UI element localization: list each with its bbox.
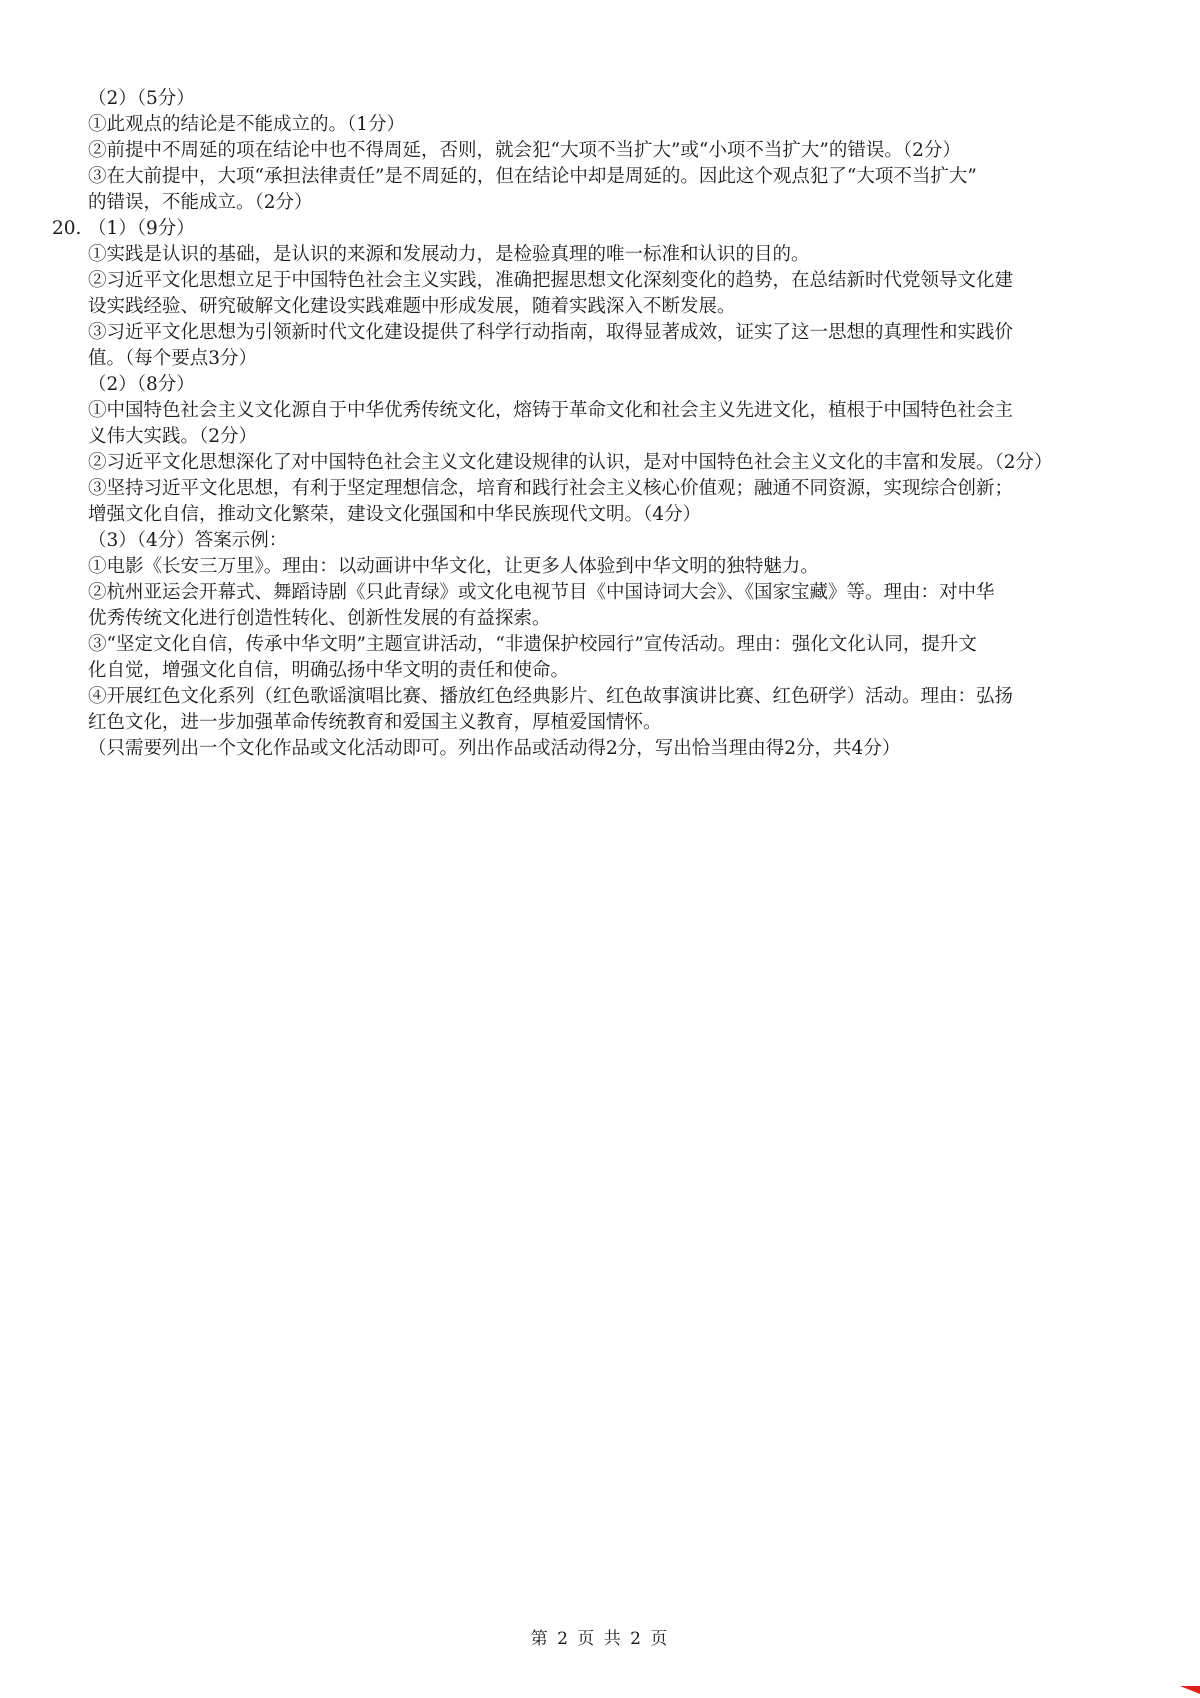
q20-part1-heading bbox=[52, 216, 1152, 242]
q19-part2-point-3: ③在大前提中，大项“承担法律责任”是不周延的，但在结论中却是周延的。因此这个观点犯了“大项不当扩大” bbox=[88, 166, 977, 187]
corner-mark-icon bbox=[1180, 1686, 1200, 1694]
question-number: 20. bbox=[52, 218, 82, 239]
q20-part3-example-4-cont: 红色文化，进一步加强革命传统教育和爱国主义教育，厚植爱国情怀。 bbox=[88, 712, 662, 733]
q20-part1-point-2-cont: 设实践经验、研究破解文化建设实践难题中形成发展，随着实践深入不断发展。 bbox=[88, 296, 736, 317]
q19-part2-point-2: ②前提中不周延的项在结论中也不得周延，否则，就会犯“大项不当扩大”或“小项不当扩大”的错误。（2分） bbox=[88, 140, 961, 161]
q20-part2-point-2: ②习近平文化思想深化了对中国特色社会主义文化建设规律的认识，是对中国特色社会主义文化的丰富和发展。（2分） bbox=[88, 452, 1053, 473]
page-number-footer: 第 2 页 共 2 页 bbox=[530, 1629, 670, 1649]
q20-part3-example-3: ③“坚定文化自信，传承中华文明”主题宣讲活动，“非遗保护校园行”宣传活动。理由：强化文化认同，提升文 bbox=[88, 634, 977, 655]
q20-part3-example-2-cont: 优秀传统文化进行创造性转化、创新性发展的有益探索。 bbox=[88, 608, 551, 629]
q19-part2-point-3-cont: 的错误，不能成立。（2分） bbox=[88, 192, 313, 213]
q20-part3-heading: （3）（4分）答案示例： bbox=[88, 530, 288, 551]
q20-part3-example-3-cont: 化自觉，增强文化自信，明确弘扬中华文明的责任和使命。 bbox=[88, 660, 570, 681]
q20-part1-point-2: ②习近平文化思想立足于中国特色社会主义实践，准确把握思想文化深刻变化的趋势，在总结新时代党领导文化建 bbox=[88, 270, 1014, 291]
q20-part1-heading-text: （1）（9分） bbox=[88, 218, 195, 239]
q19-part2-heading: （2）（5分） bbox=[88, 88, 195, 109]
q20-part3-scoring-note: （只需要列出一个文化作品或文化活动即可。列出作品或活动得2分，写出恰当理由得2分，共4分） bbox=[88, 738, 901, 759]
q20-part3-example-2: ②杭州亚运会开幕式、舞蹈诗剧《只此青绿》或文化电视节目《中国诗词大会》、《国家宝藏》等。理由：对中华 bbox=[88, 582, 995, 603]
q20-part2-point-3: ③坚持习近平文化思想，有利于坚定理想信念，培育和践行社会主义核心价值观；融通不同资源，实现综合创新； bbox=[88, 478, 1014, 499]
answer-content bbox=[52, 86, 1152, 762]
q20-part2-point-1: ①中国特色社会主义文化源自于中华优秀传统文化，熔铸于革命文化和社会主义先进文化，植根于中国特色社会主 bbox=[88, 400, 1014, 421]
q20-part2-point-1-cont: 义伟大实践。（2分） bbox=[88, 426, 258, 447]
q20-part2-heading: （2）（8分） bbox=[88, 374, 195, 395]
q20-part1-point-3: ③习近平文化思想为引领新时代文化建设提供了科学行动指南，取得显著成效，证实了这一思想的真理性和实践价 bbox=[88, 322, 1014, 343]
q19-part2-point-1: ①此观点的结论是不能成立的。（1分） bbox=[88, 114, 406, 135]
q20-part1-point-3-cont: 值。（每个要点3分） bbox=[88, 348, 258, 369]
q20-part1-point-1: ①实践是认识的基础，是认识的来源和发展动力，是检验真理的唯一标准和认识的目的。 bbox=[88, 244, 810, 265]
q20-part2-point-3-cont: 增强文化自信，推动文化繁荣，建设文化强国和中华民族现代文明。（4分） bbox=[88, 504, 702, 525]
q20-part3-example-4: ④开展红色文化系列（红色歌谣演唱比赛、播放红色经典影片、红色故事演讲比赛、红色研学）活动。理由：弘扬 bbox=[88, 686, 1014, 707]
q20-part3-example-1: ①电影《长安三万里》。理由：以动画讲中华文化，让更多人体验到中华文明的独特魅力。 bbox=[88, 556, 819, 577]
